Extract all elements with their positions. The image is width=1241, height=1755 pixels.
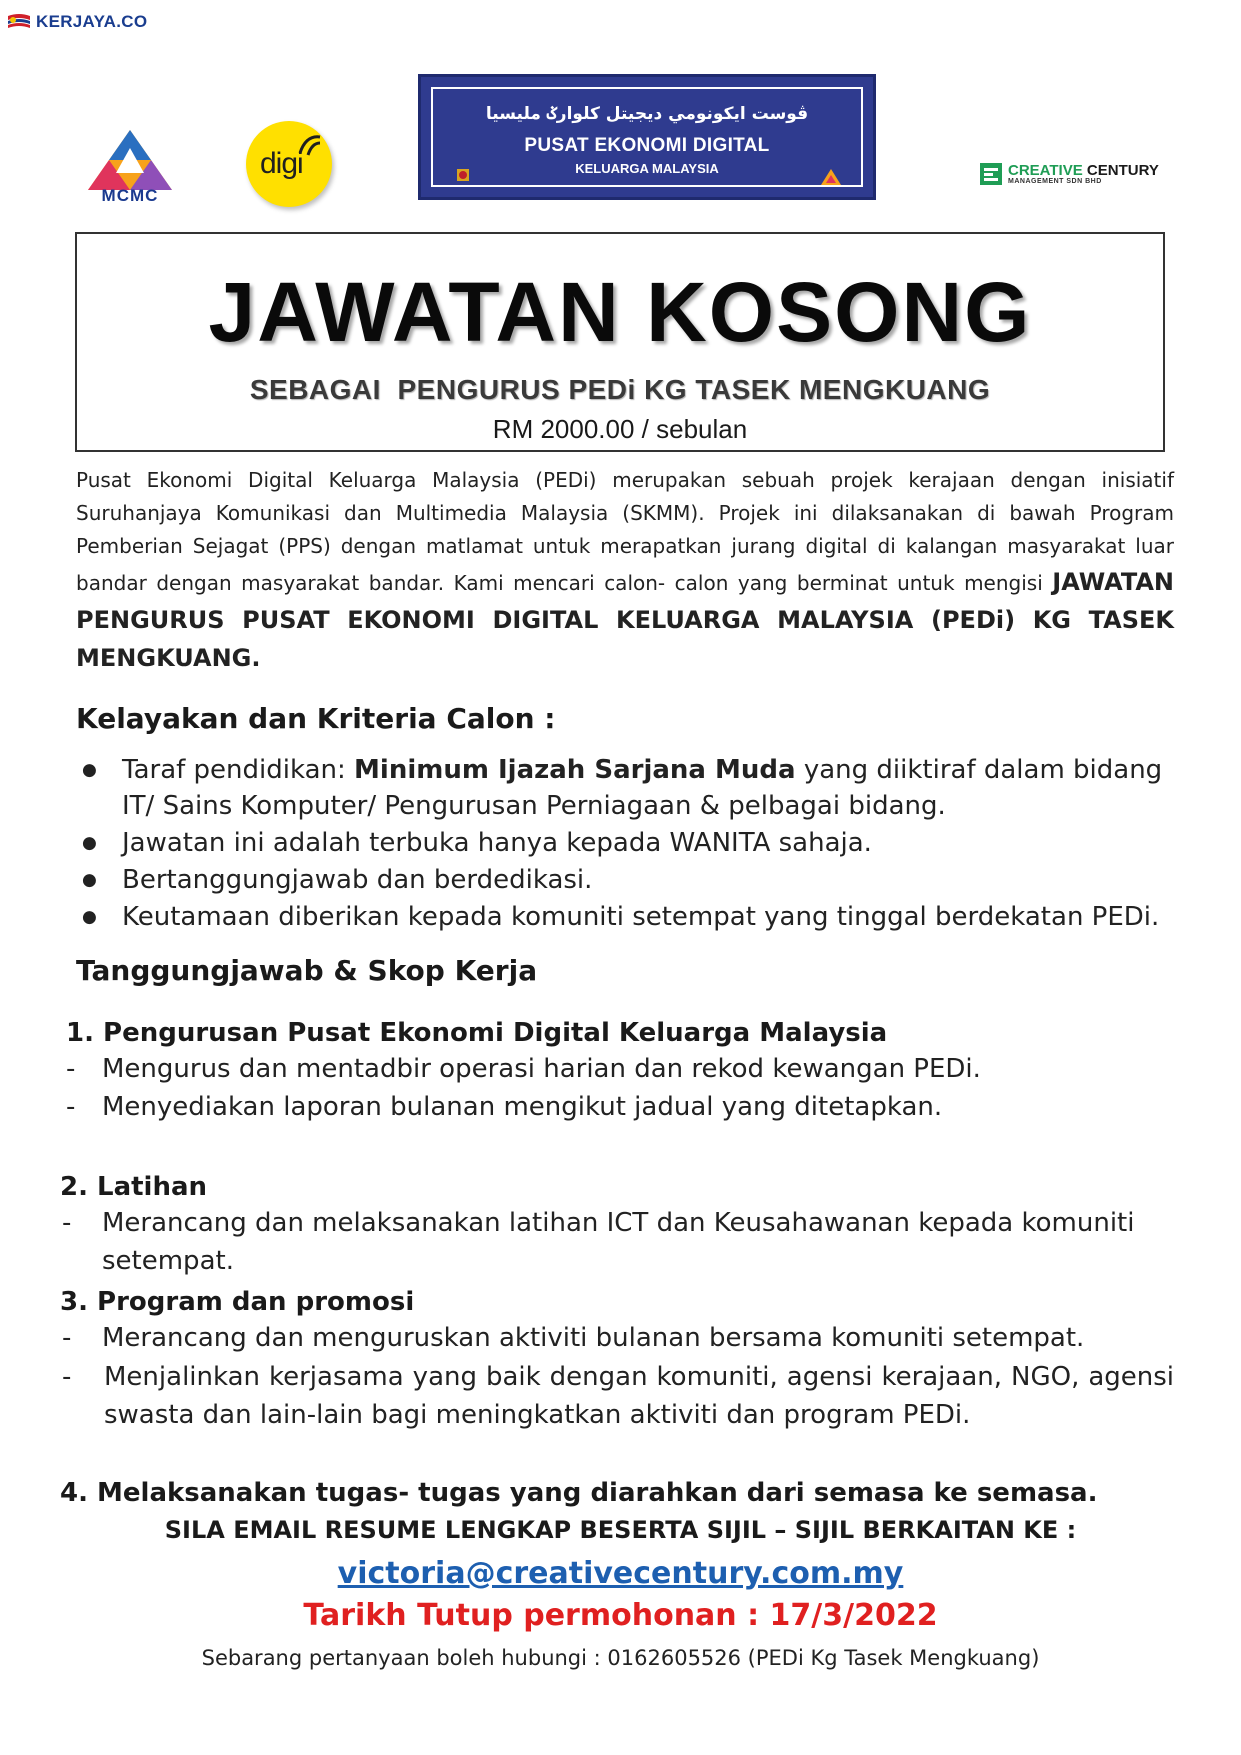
dash-mark: - xyxy=(62,1208,72,1238)
duty-section-2-title: 2. Latihan xyxy=(60,1172,208,1202)
watermark xyxy=(6,12,147,32)
list-item: ● Keutamaan diberikan kepada komuniti setempat yang tinggal berdekatan PEDi. xyxy=(82,899,1174,935)
malaysia-flag-icon xyxy=(6,12,32,32)
mcmc-logo-text: MCMC xyxy=(101,186,159,205)
list-item: ● Jawatan ini adalah terbuka hanya kepada WANITA sahaja. xyxy=(82,825,1174,861)
malaysia-crest-icon xyxy=(453,165,473,185)
duty-item: Mengurus dan mentadbir operasi harian dan rekod kewangan PEDi. xyxy=(102,1054,981,1084)
creative-century-name: CREATIVE CENTURY xyxy=(1008,162,1159,179)
closing-date: Tarikh Tutup permohonan : 17/3/2022 xyxy=(303,1598,938,1633)
digi-logo xyxy=(246,121,332,207)
creative-century-logo xyxy=(980,163,1159,185)
duty-section-1-title: 1. Pengurusan Pusat Ekonomi Digital Keluarga Malaysia xyxy=(66,1018,888,1048)
watermark-text: KERJAYA.CO xyxy=(36,12,148,31)
dash-mark: - xyxy=(66,1054,76,1084)
pedi-subtitle: KELUARGA MALAYSIA xyxy=(575,161,719,176)
position-title: SEBAGAI PENGURUS PEDi KG TASEK MENGKUANG xyxy=(249,374,991,405)
dash-mark: - xyxy=(62,1362,72,1392)
email-instruction: SILA EMAIL RESUME LENGKAP BESERTA SIJIL – SIJIL BERKAITAN KE : xyxy=(164,1516,1077,1544)
creative-century-sub: MANAGEMENT SDN BHD xyxy=(1008,178,1102,185)
page-title: JAWATAN KOSONG xyxy=(208,265,1032,359)
pedi-jawi-text: ڤوست ايکونومي ديجيتل کلوارݢ مليسيا xyxy=(485,104,809,124)
email-link[interactable]: victoria@creativecentury.com.my xyxy=(337,1556,904,1591)
duty-section-3-title: 3. Program dan promosi xyxy=(60,1287,415,1317)
pedi-banner-logo xyxy=(418,74,876,200)
intro-bold-text: JAWATAN PENGURUS PUSAT EKONOMI DIGITAL KELUARGA MALAYSIA (PEDi) KG TASEK MENGKUANG. xyxy=(76,568,1174,672)
criteria-list xyxy=(82,752,1174,936)
dash-mark: - xyxy=(62,1323,72,1353)
pedi-title: PUSAT EKONOMI DIGITAL xyxy=(524,135,770,156)
digi-swirl-icon xyxy=(296,131,324,159)
title-box xyxy=(75,232,1165,452)
intro-paragraph xyxy=(76,464,1174,677)
contact-info: Sebarang pertanyaan boleh hubungi : 0162605526 (PEDi Kg Tasek Mengkuang) xyxy=(201,1646,1040,1670)
creative-century-icon xyxy=(980,163,1002,185)
criteria-heading: Kelayakan dan Kriteria Calon : xyxy=(76,702,556,735)
duty-section-4-title: 4. Melaksanakan tugas- tugas yang diarahkan dari semasa ke semasa. xyxy=(60,1478,1098,1508)
duty-item: Menjalinkan kerjasama yang baik dengan komuniti, agensi kerajaan, NGO, agensi swasta dan lain-lain bagi meningkatkan aktiviti dan program PEDi. xyxy=(104,1362,1174,1430)
mcmc-mini-icon xyxy=(821,169,841,185)
salary-text: RM 2000.00 / sebulan xyxy=(492,414,748,444)
dash-mark: - xyxy=(66,1092,76,1122)
duty-item: Merancang dan melaksanakan latihan ICT dan Keusahawanan kepada komuniti setempat. xyxy=(102,1208,1135,1276)
digi-logo-text: digi xyxy=(260,147,303,180)
list-item: ● Bertanggungjawab dan berdedikasi. xyxy=(82,862,1174,898)
list-item: ● Taraf pendidikan: Minimum Ijazah Sarjana Muda yang diiktiraf dalam bidang IT/ Sains Komputer/ Pengurusan Perniagaan & pelbagai bidang. xyxy=(82,752,1174,824)
intro-text: Pusat Ekonomi Digital Keluarga Malaysia (PEDi) merupakan sebuah projek kerajaan dengan inisiatif Suruhanjaya Komunikasi dan Multimedia Malaysia (SKMM). Projek ini dilaksanakan di bawah Program Pemberian Sejagat (PPS) dengan matlamat untuk merapatkan jurang digital di kalangan masyarakat luar bandar dengan masyarakat bandar. Kami mencari calon- calon yang berminat untuk mengisi xyxy=(76,468,1174,595)
duties-heading: Tanggungjawab & Skop Kerja xyxy=(76,954,538,987)
duty-item: Menyediakan laporan bulanan mengikut jadual yang ditetapkan. xyxy=(102,1092,943,1122)
duty-item: Merancang dan menguruskan aktiviti bulanan bersama komuniti setempat. xyxy=(102,1323,1085,1353)
